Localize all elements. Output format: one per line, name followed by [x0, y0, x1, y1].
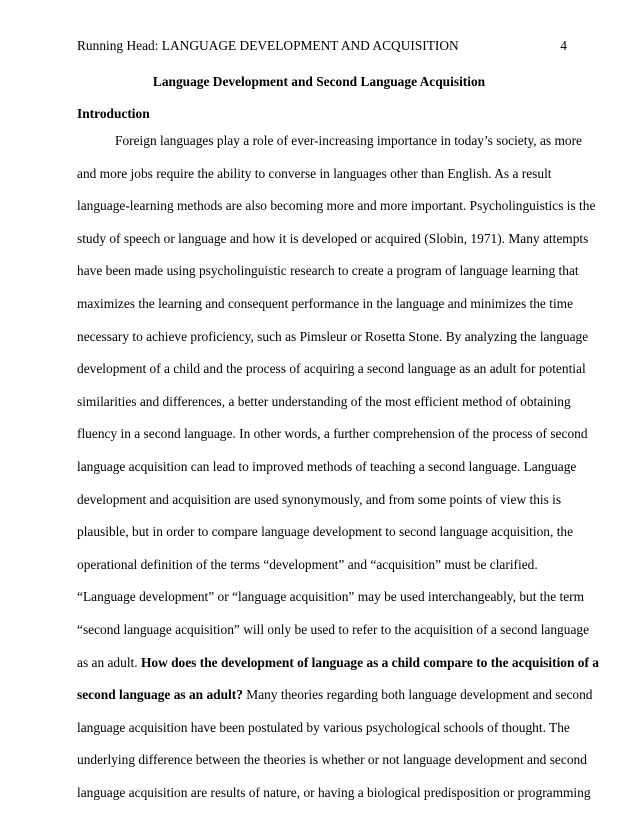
- paragraph-line: “Language development” or “language acquisition” may be used interchangeably, but the term: [77, 589, 585, 605]
- paragraph-line: maximizes the learning and consequent performance in the language and minimizes the time: [77, 295, 574, 311]
- paragraph-line: underlying difference between the theories is whether or not language development and second: [77, 752, 587, 768]
- paragraph-line: language acquisition have been postulated by various psychological schools of thought. The: [77, 719, 570, 735]
- paragraph-line: have been made using psycholinguistic research to create a program of language learning that: [77, 263, 579, 279]
- paragraph-line-research-question-end: [77, 686, 593, 719]
- paragraph-line: language-learning methods are also becoming more and more important. Psycholinguistics is the: [77, 198, 596, 214]
- paragraph-line: fluency in a second language. In other words, a further comprehension of the process of second: [77, 426, 588, 442]
- running-header: [77, 37, 567, 55]
- paragraph-line: development and acquisition are used synonymously, and from some points of view this is: [77, 491, 562, 507]
- paragraph-line: study of speech or language and how it is developed or acquired (Slobin, 1971). Many attempts: [77, 230, 589, 246]
- paragraph-line: language acquisition can lead to improved methods of teaching a second language. Language: [77, 458, 577, 474]
- body-paragraph: [77, 132, 599, 816]
- line-text: Many theories regarding both language development and second: [242, 687, 593, 703]
- page-number: 4: [560, 38, 567, 53]
- document-title: Language Development and Second Language Acquisition: [152, 74, 486, 89]
- paragraph-line: necessary to achieve proficiency, such as Pimsleur or Rosetta Stone. By analyzing the language: [77, 328, 589, 344]
- paragraph-line: language acquisition are results of nature, or having a biological predisposition or programming: [77, 784, 591, 800]
- research-question-text: second language as an adult?: [77, 687, 243, 703]
- line-text: as an adult.: [77, 654, 141, 670]
- paragraph-line-research-question: [77, 654, 599, 687]
- section-heading-introduction: Introduction: [77, 106, 150, 121]
- paragraph-line: plausible, but in order to compare language development to second language acquisition, the: [77, 524, 574, 540]
- paragraph-line: “second language acquisition” will only be used to refer to the acquisition of a second language: [77, 621, 590, 637]
- paragraph-line: development of a child and the process of acquiring a second language as an adult for potential: [77, 361, 586, 377]
- paragraph-line: operational definition of the terms “development” and “acquisition” must be clarified.: [77, 556, 538, 572]
- paragraph-line: Foreign languages play a role of ever-increasing importance in today’s society, as more: [115, 133, 583, 148]
- paragraph-line: similarities and differences, a better understanding of the most efficient method of obtaining: [77, 393, 571, 409]
- research-question-text: How does the development of language as a child compare to the acquisition of a: [140, 654, 599, 670]
- running-head-title: Running Head: LANGUAGE DEVELOPMENT AND ACQUISITION: [77, 38, 459, 53]
- paragraph-line: and more jobs require the ability to converse in languages other than English. As a result: [77, 165, 552, 181]
